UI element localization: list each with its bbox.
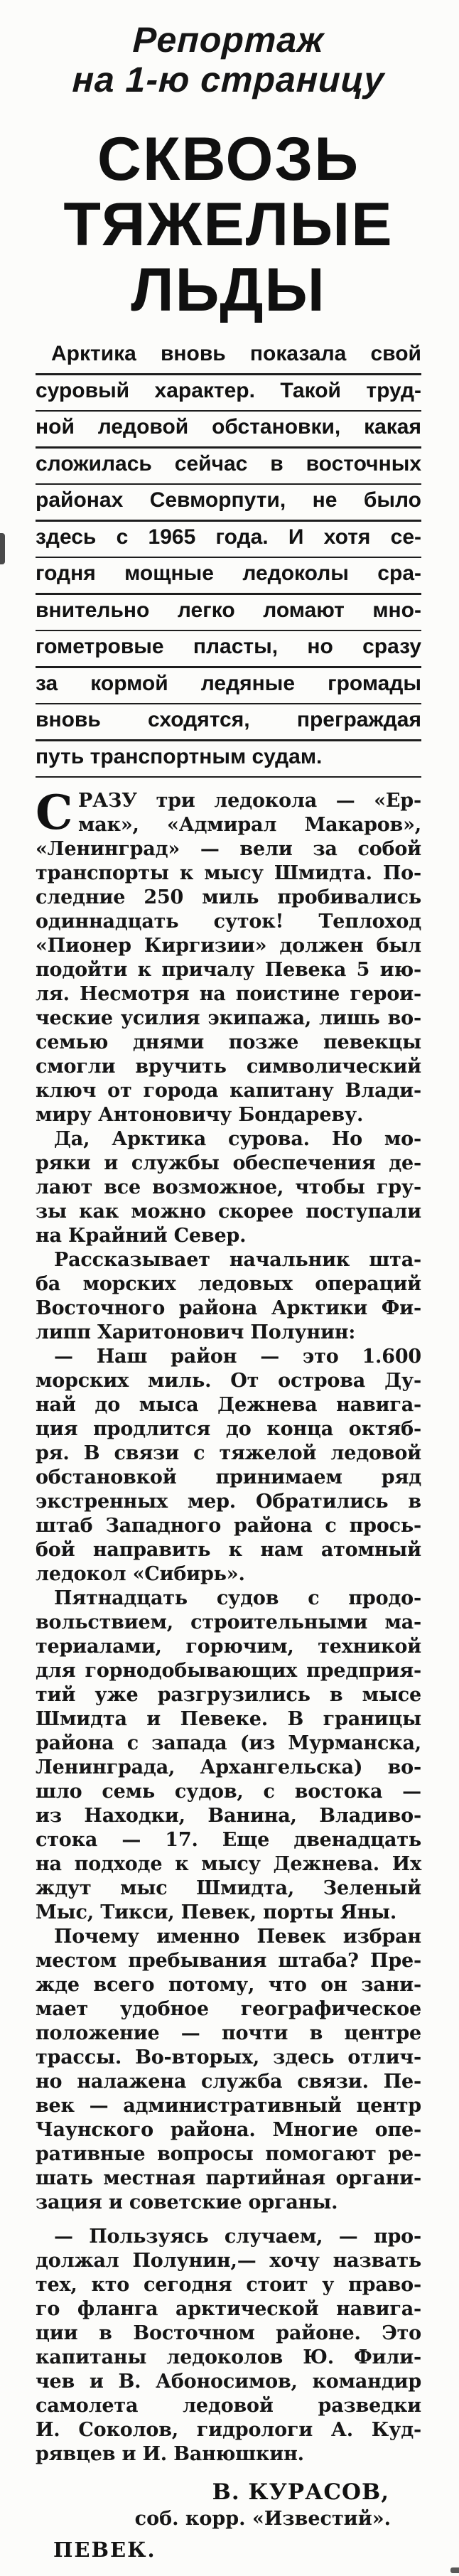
body-line: И. Соколов, гидрологи А. Куд-	[36, 2419, 421, 2441]
body-line: ряки и службы обеспечения де-	[36, 1152, 421, 1174]
body-paragraph	[36, 1248, 421, 1345]
body-line: РАЗУ три ледокола — «Ер-	[78, 790, 421, 812]
body-line: — Наш район — это 1.600	[54, 1346, 421, 1368]
body-line: штаб Западного района с прось-	[36, 1515, 421, 1537]
kicker-line: Репортаж	[131, 20, 325, 60]
body-line: Ленинграда, Архангельска) во-	[36, 1756, 421, 1778]
body-paragraph	[36, 1345, 421, 1587]
lead-line: путь транспортным судам.	[36, 741, 421, 778]
body-line: го фланга арктической навига-	[36, 2298, 421, 2320]
body-line: миру Антоновичу Бондареву.	[36, 1104, 364, 1126]
body-line: Рассказывает начальник шта-	[54, 1249, 421, 1271]
lead-line: за кормой ледяные громады	[36, 668, 421, 704]
body-line: ледокол «Сибирь».	[36, 1563, 245, 1585]
body-line: ря. В связи с тяжелой ледовой	[36, 1442, 421, 1464]
lead-line: Арктика вновь показала свой	[36, 338, 421, 375]
body-paragraph	[36, 1587, 421, 1925]
body-line: шать местная партийная органи-	[36, 2167, 421, 2189]
kicker	[36, 20, 421, 100]
body-line: ждут мыс Шмидта, Зеленый	[36, 1877, 421, 1899]
body-paragraph	[36, 785, 421, 1127]
body-paragraph	[36, 1127, 421, 1248]
headline-line: СКВОЗЬ	[97, 125, 360, 193]
body-line: положение — почти в центре	[36, 2022, 421, 2044]
body-line: лают все возможное, чтобы гру-	[36, 1176, 421, 1198]
body-line: одиннадцать суток! Теплоход	[36, 911, 421, 933]
body-line: ции в Восточном районе. Это	[36, 2322, 421, 2344]
body-line: на Крайний Север.	[36, 1225, 247, 1247]
body-line: рявцев и И. Ванюшкин.	[36, 2443, 304, 2465]
signature-block	[36, 2478, 421, 2563]
body-line: трассы. Во-вторых, здесь отлич-	[36, 2046, 421, 2068]
body-line: ция продлится до конца октяб-	[36, 1418, 421, 1440]
headline	[36, 127, 421, 323]
body-line: Да, Арктика сурова. Но мо-	[54, 1128, 421, 1150]
headline-line: ЛЬДЫ	[131, 256, 326, 324]
lead-paragraph	[36, 338, 421, 778]
body-line: зы как можно скорее поступали	[36, 1201, 421, 1223]
dateline-place: ПЕВЕК.	[53, 2538, 156, 2562]
body-line: вольствием, строительными ма-	[36, 1611, 421, 1633]
body-line: Почему именно Певек избран	[54, 1926, 421, 1948]
body-line: Мыс, Тикси, Певек, порты Яны.	[36, 1901, 397, 1923]
body-line: стока — 17. Еще двенадцать	[36, 1829, 421, 1851]
body-line: подойти к причалу Певека 5 ию-	[36, 959, 421, 981]
author-role: соб. корр. «Известий».	[134, 2508, 391, 2530]
body-line: жде всего потому, что он зани-	[36, 1974, 421, 1996]
lead-line: районах Севморпути, не было	[36, 485, 421, 522]
lead-line: суровый характер. Такой труд-	[36, 375, 421, 412]
body-paragraph	[36, 1925, 421, 2215]
body-line: но налажена служба связи. Пе-	[36, 2071, 421, 2093]
body-line: — Пользуясь случаем, — про-	[54, 2226, 421, 2248]
body-line: должал Полунин,— хочу назвать	[36, 2250, 421, 2272]
body-line: следние 250 миль пробивались	[36, 886, 421, 908]
body-line: тех, кто сегодня стоит у право-	[36, 2274, 421, 2296]
body-line: шло семь судов, с востока —	[36, 1781, 421, 1803]
lead-line: вновь сходятся, преграждая	[36, 704, 421, 741]
body-line: мак», «Адмирал Макаров»,	[78, 814, 421, 836]
body-line: ческие усилия экипажа, лишь во-	[36, 1007, 421, 1029]
body-line: семью днями позже певекцы	[36, 1031, 421, 1053]
body-line: най до мыса Дежнева навига-	[36, 1394, 421, 1416]
drop-cap: С	[36, 785, 73, 840]
body-line: для горнодобывающих предприя-	[36, 1660, 421, 1682]
body-line: век — административный центр	[36, 2095, 421, 2117]
body-line: района с запада (из Мурманска,	[36, 1732, 421, 1754]
body-line: ративные вопросы помогают ре-	[36, 2143, 421, 2165]
lead-line: гометровые пласты, но сразу	[36, 631, 421, 668]
body-line: капитаны ледоколов Ю. Фили-	[36, 2346, 421, 2368]
body-line: самолета ледовой разведки	[36, 2395, 421, 2417]
body-line: ля. Несмотря на поистине герои-	[36, 983, 421, 1005]
article-body	[36, 785, 421, 2467]
body-line: бой направить к нам атомный	[36, 1539, 421, 1561]
scan-artifact	[0, 533, 5, 564]
body-line: экстренных мер. Обратились в	[36, 1491, 421, 1513]
headline-line: ТЯЖЕЛЫЕ	[63, 190, 394, 259]
body-line: ба морских ледовых операций	[36, 1273, 421, 1295]
lead-line: ной ледовой обстановки, какая	[36, 412, 421, 449]
body-line: «Пионер Киргизии» должен был	[36, 935, 421, 957]
body-line: морских миль. От острова Ду-	[36, 1370, 421, 1392]
body-line: из Находки, Ванина, Владиво-	[36, 1805, 421, 1827]
body-line: смогли вручить символический	[36, 1056, 421, 1078]
scan-artifact	[450, 2567, 459, 2573]
body-line: «Ленинград» — вели за собой	[36, 838, 421, 860]
lead-line: сложилась сейчас в восточных	[36, 449, 421, 485]
body-line: обстановкой принимаем ряд	[36, 1466, 421, 1488]
kicker-line: на 1-ю страницу	[71, 60, 386, 100]
body-line: Восточного района Арктики Фи-	[36, 1297, 421, 1319]
lead-line: внительно легко ломают мно-	[36, 595, 421, 631]
author-name: В. КУРАСОВ,	[212, 2479, 389, 2505]
body-line: на подходе к мысу Дежнева. Их	[36, 1853, 421, 1875]
body-line: чев и В. Абоносимов, командир	[36, 2371, 421, 2393]
body-line: Шмидта и Певеке. В границы	[36, 1708, 421, 1730]
body-line: тий уже разгрузились в мысе	[36, 1684, 421, 1706]
body-line: Пятнадцать судов с продо-	[54, 1587, 421, 1609]
body-paragraph	[36, 2225, 421, 2467]
body-line: Чаунского района. Многие опе-	[36, 2119, 421, 2141]
body-line: ключ от города капитану Влади-	[36, 1080, 421, 1102]
body-line: транспорты к мысу Шмидта. По-	[36, 862, 421, 884]
body-line: зация и советские органы.	[36, 2191, 338, 2213]
body-line: мает удобное географическое	[36, 1998, 421, 2020]
body-line: липп Харитонович Полунин:	[36, 1321, 356, 1343]
lead-line: годня мощные ледоколы сра-	[36, 558, 421, 595]
body-line: местом пребывания штаба? Пре-	[36, 1950, 421, 1972]
lead-line: здесь с 1965 года. И хотя се-	[36, 522, 421, 558]
body-line: териалами, горючим, техникой	[36, 1636, 421, 1658]
